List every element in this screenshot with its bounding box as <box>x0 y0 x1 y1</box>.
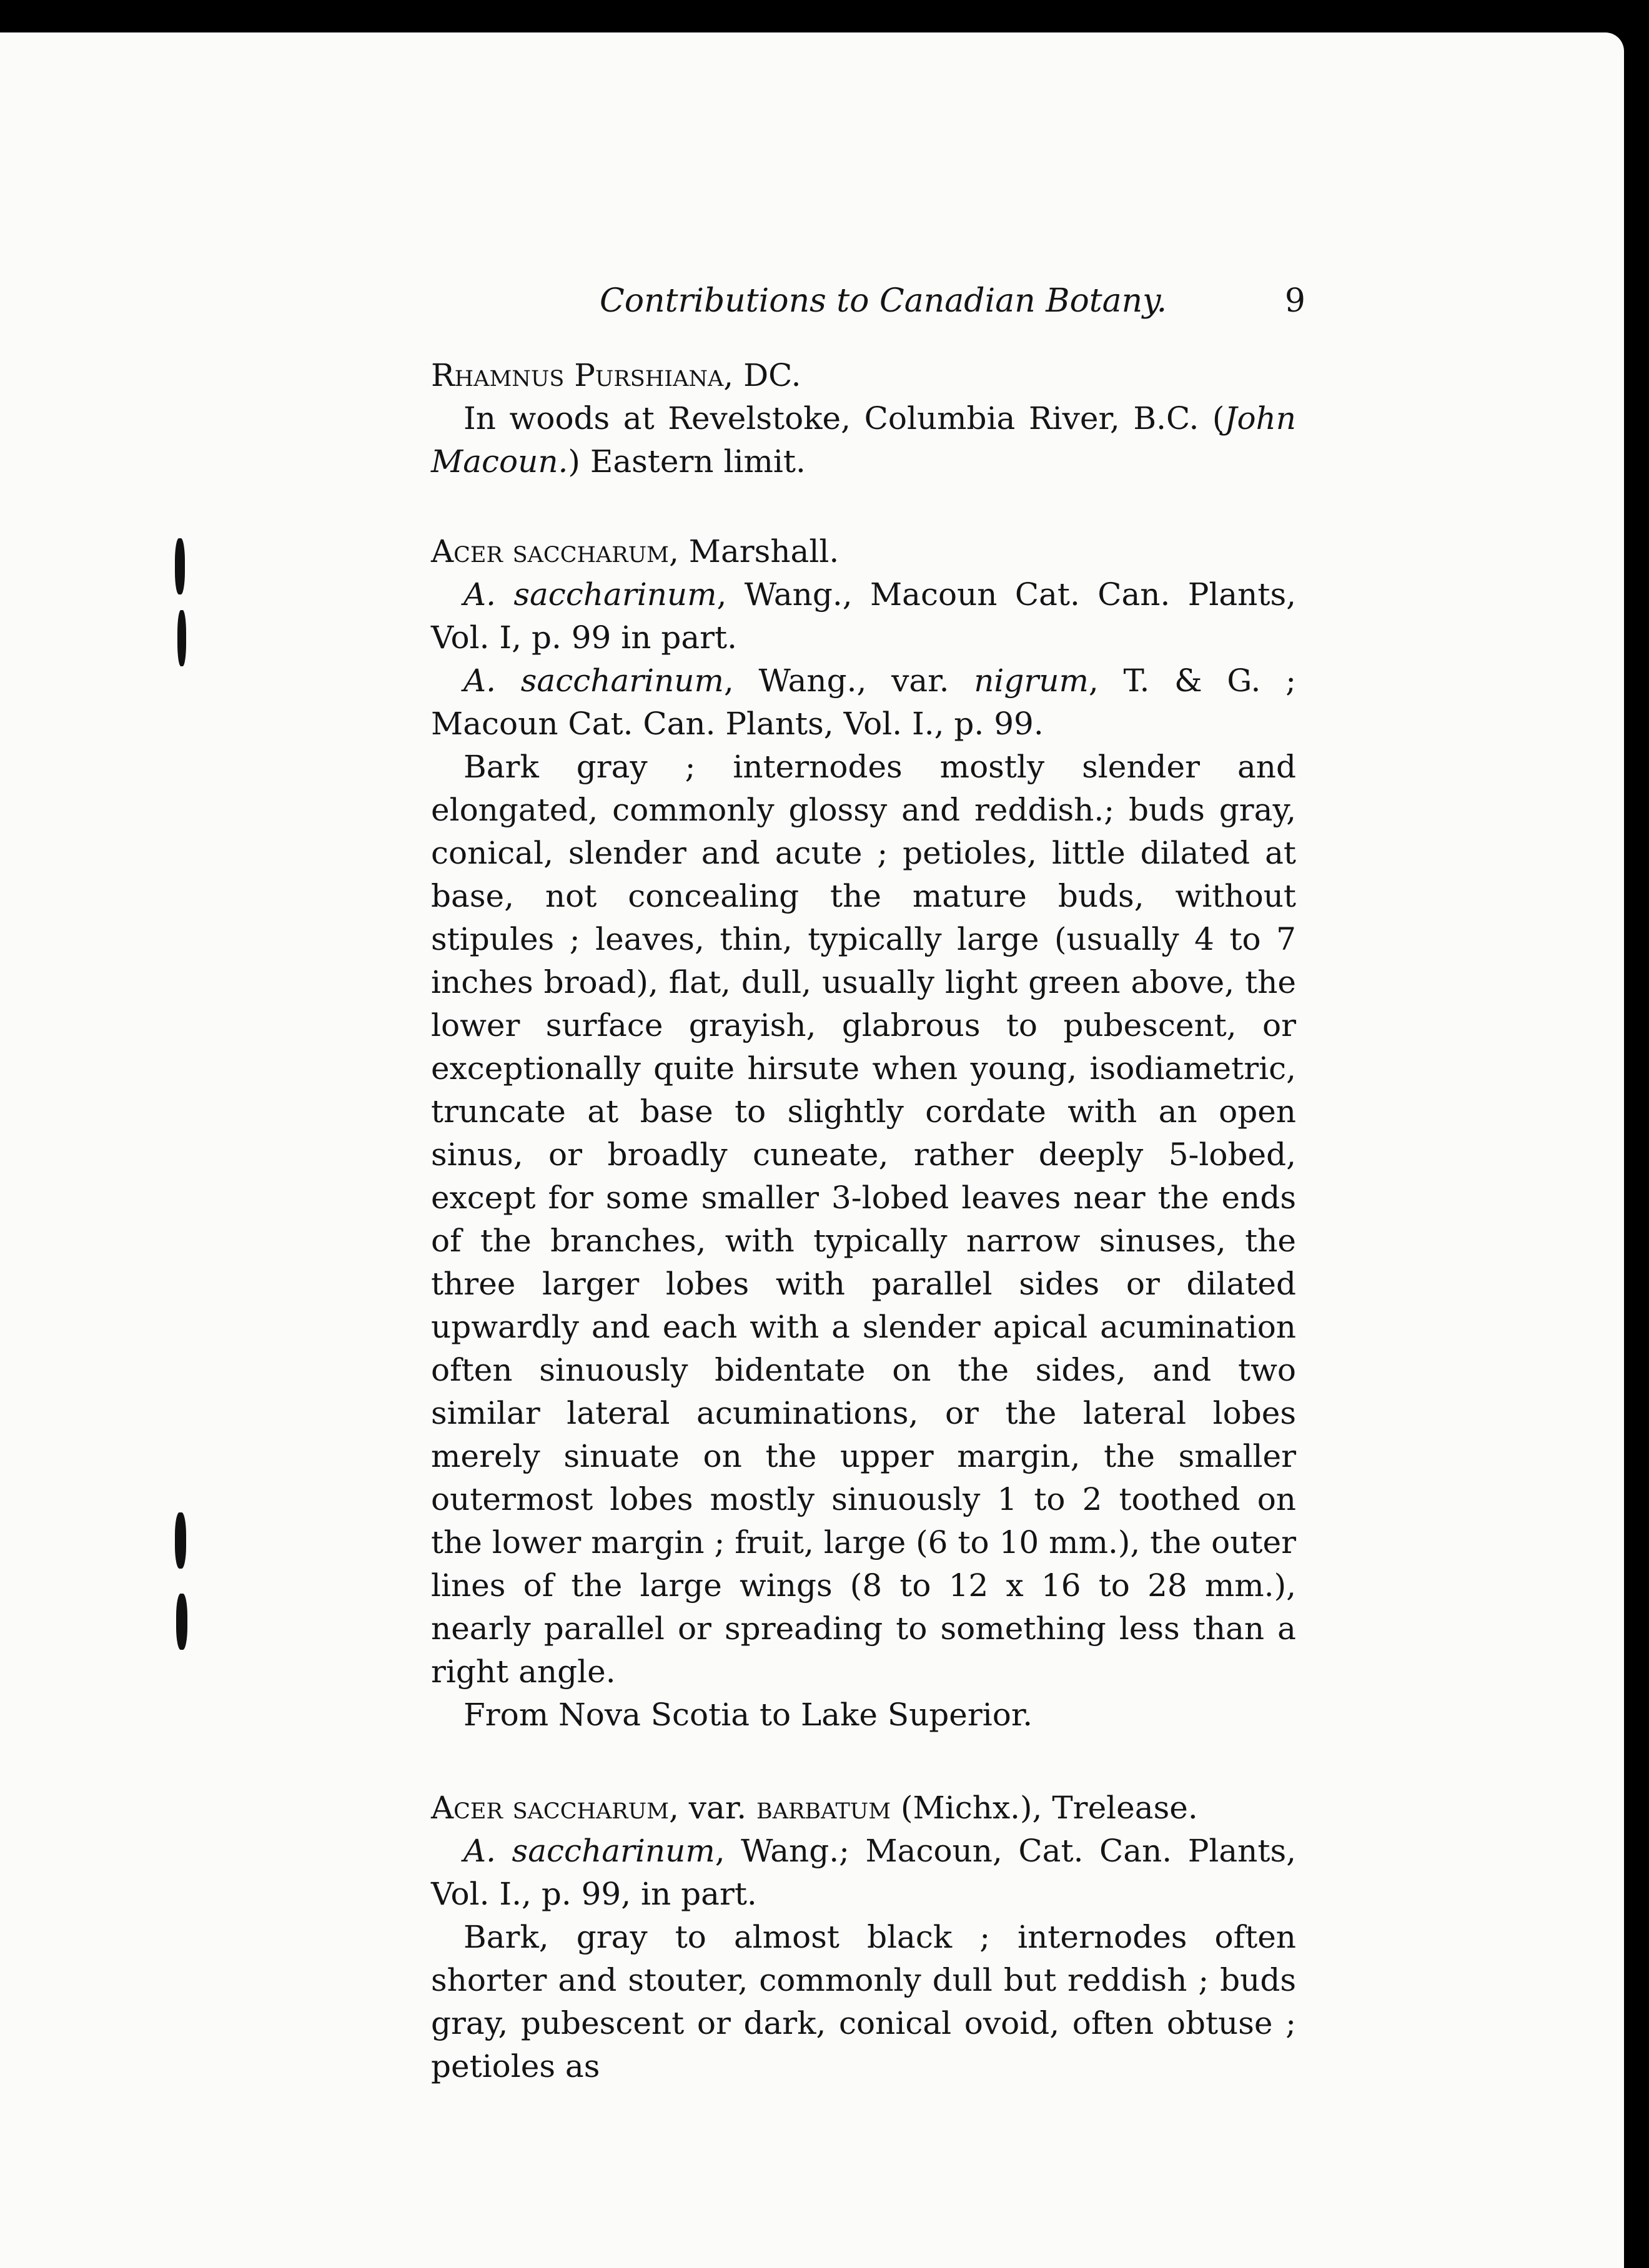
species-heading <box>431 530 1296 573</box>
species-heading <box>431 354 1296 397</box>
species-heading: Acer saccharum, var. barbatum (Michx.), Trelease. <box>431 1790 1198 1826</box>
binding-mark <box>177 610 186 666</box>
species-name: Acer saccharum <box>431 533 669 569</box>
species-name: Acer saccharum <box>431 1790 669 1826</box>
synonym-line: A. saccharinum, Wang., Macoun Cat. Can. Plants, Vol. I, p. 99 in part. <box>431 576 1297 656</box>
binding-mark <box>175 538 185 594</box>
synonym-line: A. saccharinum, Wang.; Macoun, Cat. Can. Plants, Vol. I., p. 99, in part. <box>431 1833 1296 1912</box>
variety-name: barbatum <box>756 1790 891 1826</box>
species-name: Rhamnus Purshiana <box>431 357 724 393</box>
book-page <box>0 32 1624 2268</box>
synonym-line: A. saccharinum, Wang., var. nigrum, T. & G. ; Macoun Cat. Can. Plants, Vol. I., p. 99. <box>431 663 1296 742</box>
description-paragraph: Bark, gray to almost black ; internodes often shorter and stouter, commonly dull but reddish ; buds gray, pubescent or dark, conical ovoid, often obtuse ; petioles as <box>431 1919 1296 2084</box>
binding-mark <box>176 1594 187 1650</box>
running-title: Contributions to Canadian Botany. <box>600 282 1167 320</box>
description-paragraph: Bark gray ; internodes mostly slender and elongated, commonly glossy and reddish.; buds gray, conical, slender and acute ; petioles, little dilated at base, not concealing the mature buds, without stipules ; leaves, thin, typically large (usually 4 to 7 inches broad), flat, dull, usually light green above, the lower surface grayish, glabrous to pubescent, or exceptionally quite hirsute when young, isodiametric, truncate at base to slightly cordate with an open sinus, or broadly cuneate, rather deeply 5-lobed, except for some smaller 3-lobed leaves near the ends of the branches, with typically narrow sinuses, the three larger lobes with parallel sides or dilated upwardly and each with a slender apical acumination often sinuously bidentate on the sides, and two similar lateral acuminations, or the lateral lobes merely sinuate on the upper margin, the smaller outermost lobes mostly sinuously 1 to 2 toothed on the lower margin ; fruit, large (6 to 10 mm.), the outer lines of the large wings (8 to 12 x 16 to 28 mm.), nearly parallel or spreading to something less than a right angle. <box>431 749 1296 1690</box>
running-header <box>600 282 1305 332</box>
binding-mark <box>175 1512 186 1569</box>
locality-paragraph: In woods at Revelstoke, Columbia River, B.C. (John Macoun.) Eastern limit. <box>431 400 1296 480</box>
page-body <box>431 354 1296 2088</box>
range-line: From Nova Scotia to Lake Superior. <box>463 1697 1033 1733</box>
scan-border-right <box>1624 0 1649 2268</box>
collector-name: John Macoun. <box>431 400 1296 480</box>
scan-border-top <box>0 0 1649 32</box>
species-authority: (Michx.), Trelease. <box>891 1790 1198 1826</box>
page-number: 9 <box>1284 282 1305 320</box>
species-authority: , DC. <box>723 357 801 393</box>
species-authority: , Marshall. <box>668 533 839 569</box>
